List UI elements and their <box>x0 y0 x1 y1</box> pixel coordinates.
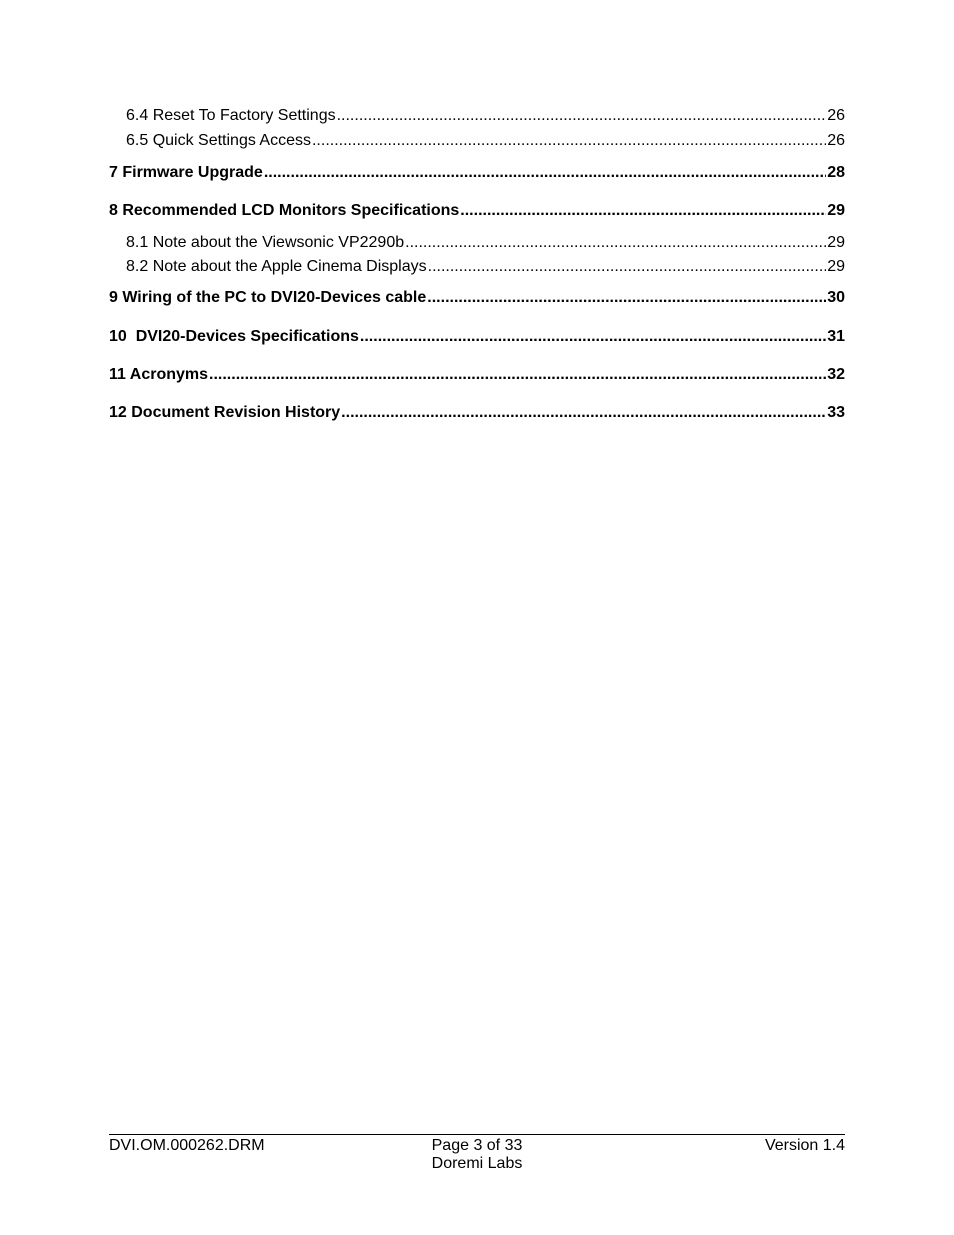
toc-entry-page: 29 <box>827 202 845 219</box>
footer-company: Doremi Labs <box>431 1155 523 1172</box>
toc-entry-page: 32 <box>827 366 845 383</box>
toc-dot-leader <box>264 163 826 183</box>
toc-entry-11[interactable] <box>109 365 845 385</box>
toc-entry-page: 29 <box>827 234 845 251</box>
toc-entry-7[interactable] <box>109 163 845 183</box>
footer-page-number: Page 3 of 33 <box>431 1137 523 1154</box>
toc-entry-page: 33 <box>827 404 845 421</box>
toc-dot-leader <box>209 365 826 385</box>
toc-entry-6-5[interactable] <box>109 131 845 151</box>
toc-entry-12[interactable] <box>109 403 845 423</box>
toc-entry-page: 28 <box>827 164 845 181</box>
toc-entry-title: 9 Wiring of the PC to DVI20-Devices cable <box>109 289 427 306</box>
toc-entry-page: 29 <box>827 258 845 275</box>
toc-entry-title: 8.2 Note about the Apple Cinema Displays <box>126 258 427 275</box>
toc-dot-leader <box>427 288 826 308</box>
page-footer <box>109 1134 845 1172</box>
toc-dot-leader <box>341 403 826 423</box>
toc-entry-title: 6.5 Quick Settings Access <box>126 132 311 149</box>
toc-entry-page: 30 <box>827 289 845 306</box>
toc-dot-leader <box>360 327 826 347</box>
toc-dot-leader <box>405 233 826 253</box>
toc-entry-title: 10 DVI20-Devices Specifications <box>109 328 359 345</box>
toc-entry-8[interactable] <box>109 201 845 221</box>
toc-entry-title: 7 Firmware Upgrade <box>109 164 263 181</box>
toc-entry-8-2[interactable] <box>109 257 845 277</box>
toc-entry-6-4[interactable] <box>109 106 845 126</box>
toc-entry-title: 6.4 Reset To Factory Settings <box>126 107 336 124</box>
toc-dot-leader <box>337 106 827 126</box>
toc-entry-9[interactable] <box>109 288 845 308</box>
toc-dot-leader <box>460 201 826 221</box>
toc-entry-8-1[interactable] <box>109 233 845 253</box>
toc-entry-title: 8.1 Note about the Viewsonic VP2290b <box>126 234 405 251</box>
toc-entry-page: 31 <box>827 328 845 345</box>
toc-entry-page: 26 <box>827 107 845 124</box>
toc-entry-title: 11 Acronyms <box>109 366 209 383</box>
toc-dot-leader <box>428 257 827 277</box>
footer-version: Version 1.4 <box>764 1137 845 1154</box>
footer-center <box>109 1137 845 1173</box>
toc-entry-title: 8 Recommended LCD Monitors Specifications <box>109 202 460 219</box>
toc-entry-page: 26 <box>827 132 845 149</box>
toc-dot-leader <box>312 131 826 151</box>
toc-entry-10[interactable] <box>109 327 845 347</box>
footer-doc-id: DVI.OM.000262.DRM <box>109 1137 265 1154</box>
toc-entry-title: 12 Document Revision History <box>109 404 341 421</box>
